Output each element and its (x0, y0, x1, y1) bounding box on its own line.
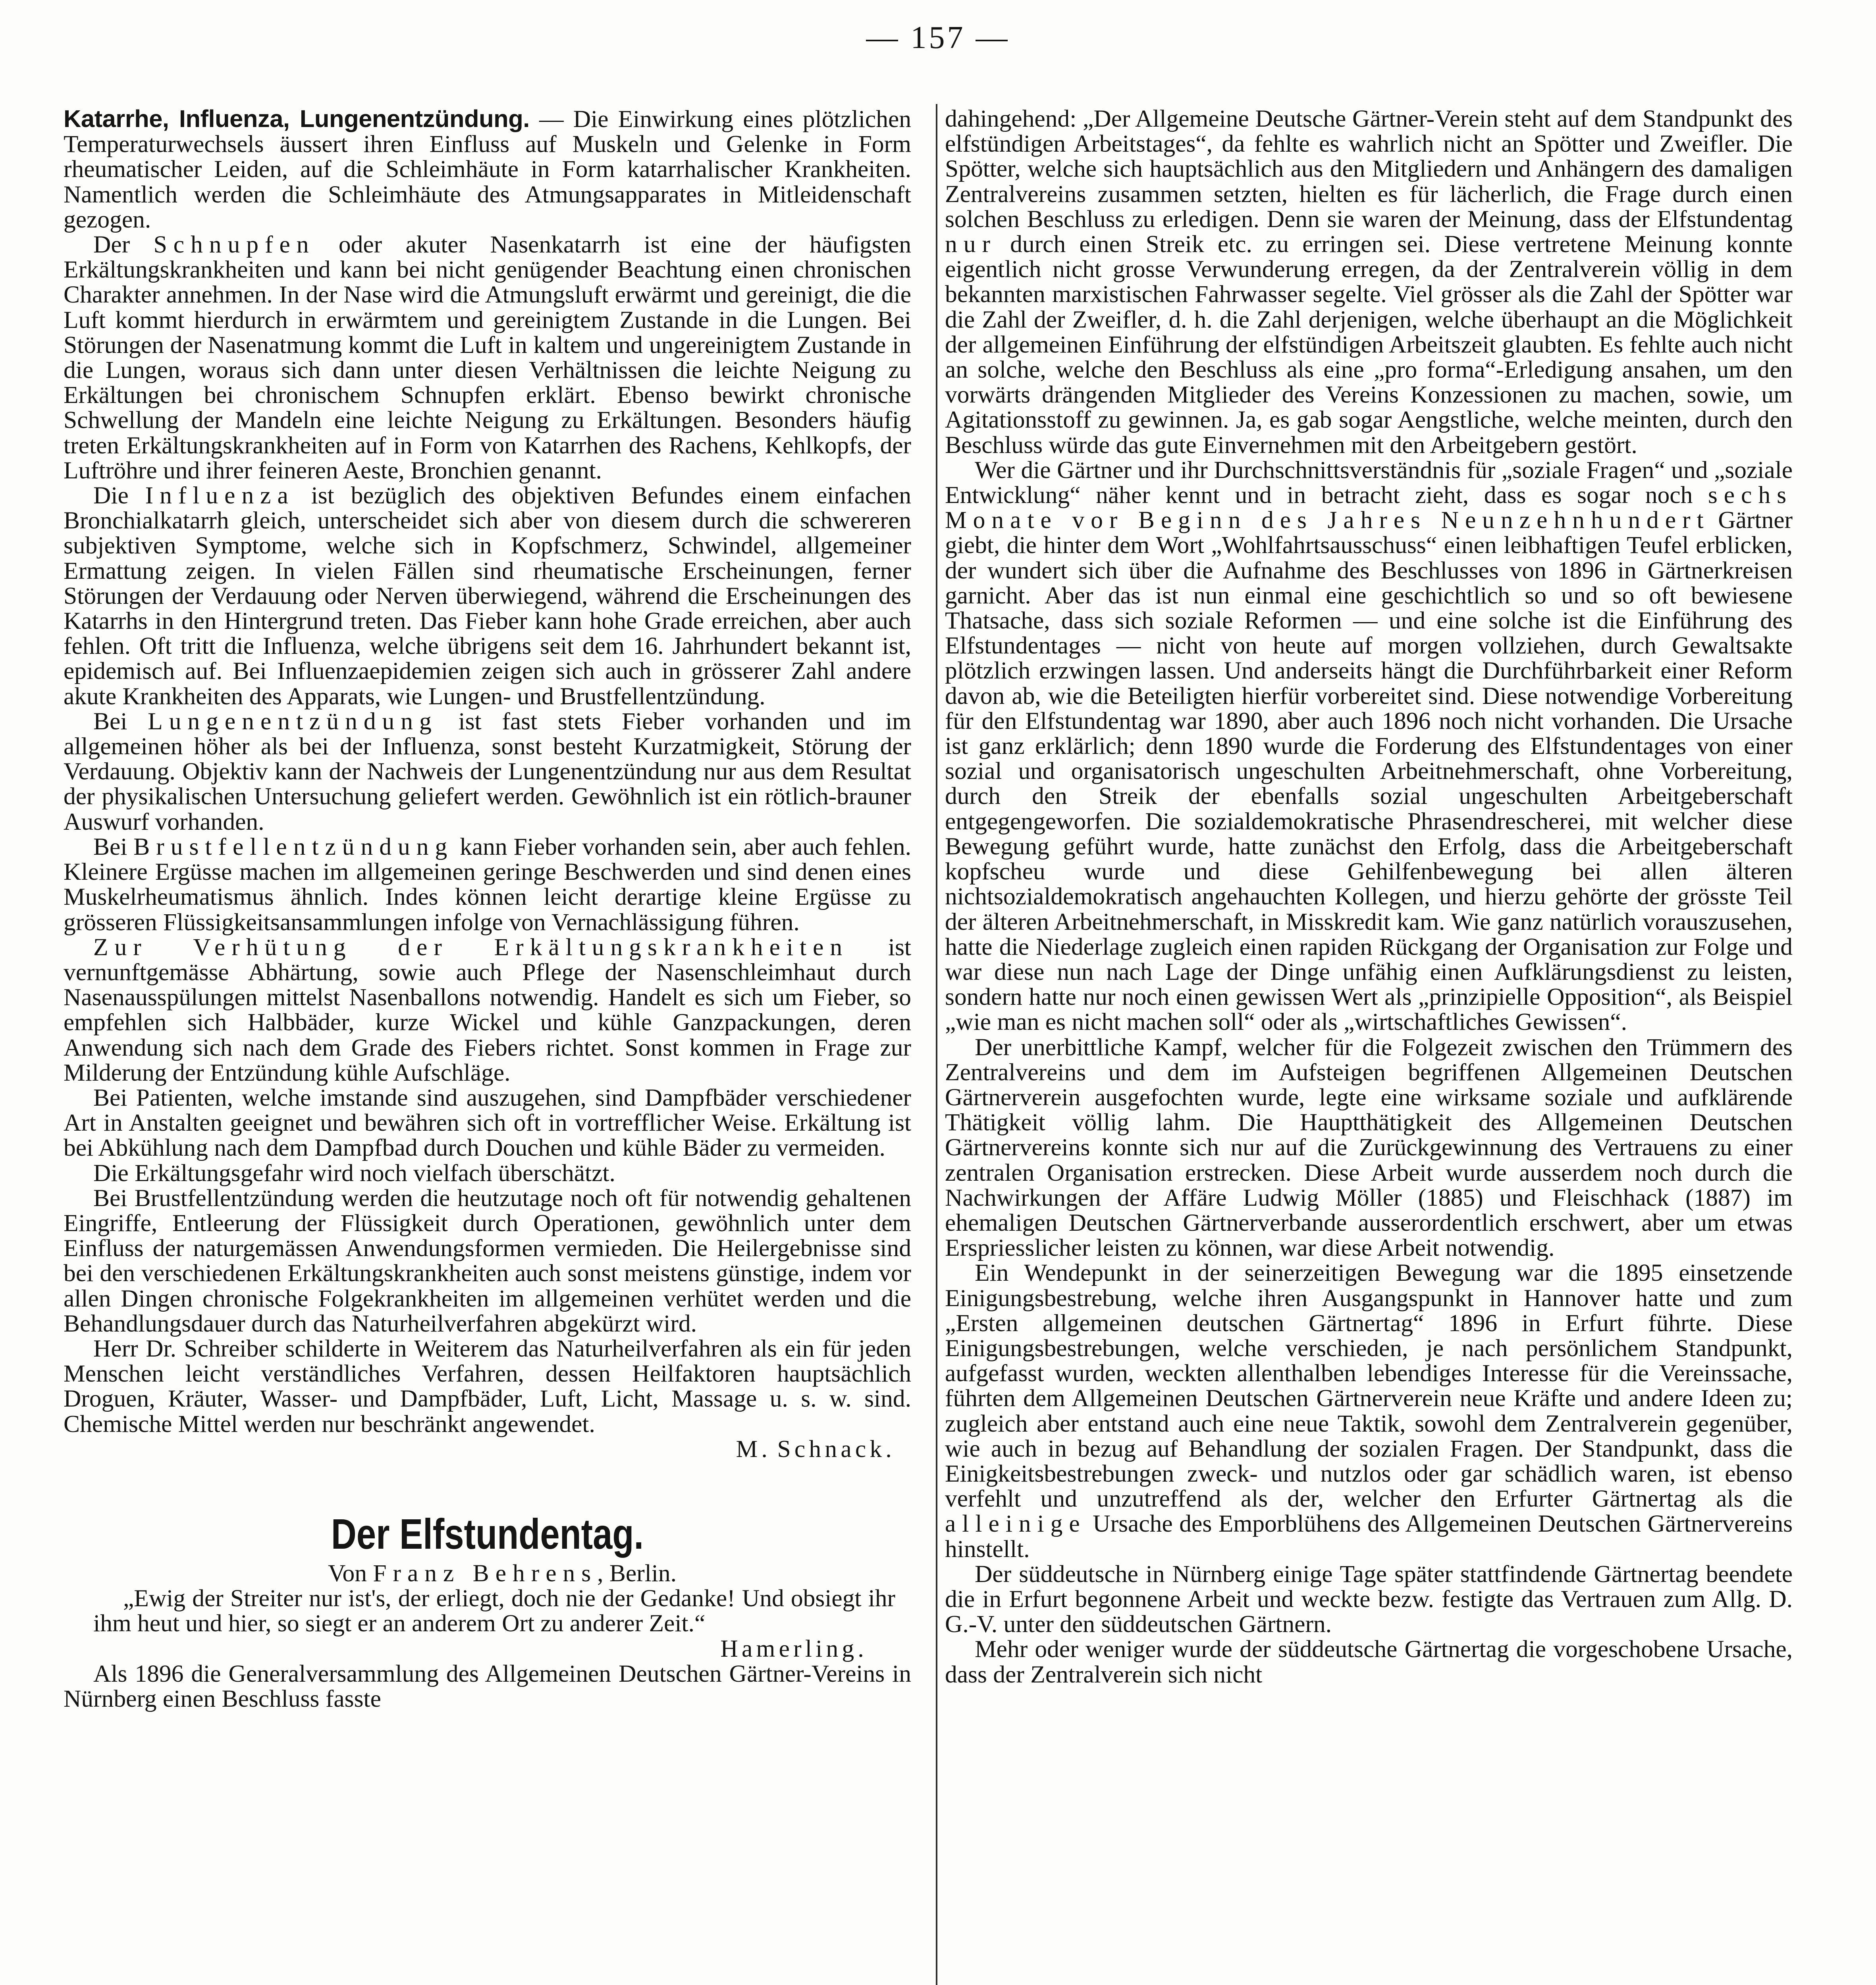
paragraph-text: kann Fieber vorhanden sein, aber auch fehlen. Kleinere Ergüsse machen im allgemeinen geringe Beschwerden und sind denen eines Muskelrheumatismus ähnlich. Indes können leicht derartige kleine Ergüsse zu grösseren Flüssigkeitsansammlungen infolge von Vernachlässigung führen. (64, 833, 911, 936)
paragraph-text: durch einen Streik etc. zu erringen sei. Diese vertretene Meinung konnte eigentlich nicht grosse Verwunderung erregen, da der Zentralverein völlig in dem bekannten marxistischen Fahrwasser segelte. Viel grösser als die Zahl der Spötter war die Zahl der Zweifler, d. h. die Zahl derjenigen, welche überhaupt an die Möglichkeit der allgemeinen Einführung der elfstündigen Arbeitszeit glaubten. Es fehlte auch nicht an solche, welche den Beschluss als eine „pro forma“-Erledigung ansahen, um den vorwärts drängenden Mitglieder des Vereins Konzessionen zu machen, sowie, um Agitationsstoff zu gewinnen. Ja, es gab sogar Aengstliche, welche meinten, durch den Beschluss würde das gute Einvernehmen mit den Arbeitgebern gestört. (945, 231, 1793, 459)
paragraph-text: oder akuter Nasenkatarrh ist eine der häufigsten Erkältungskrankheiten und kann bei nicht genügender Beachtung einen chronischen Charakter annehmen. In der Nase wird die Atmungsluft erwärmt und gereinigt, die die Luft kommt hierdurch in erwärmtem und gereinigtem Zustande in die Lungen. Bei Störungen der Nasenatmung kommt die Luft in kaltem und ungereinigtem Zustande in die Lungen, woraus sich dann unter diesen Verhältnissen die leichte Neigung zu Erkältungen bei chronischem Schnupfen erklärt. Ebenso bewirkt chronische Schwellung der Mandeln eine leichte Neigung zu Erkältungen. Besonders häufig treten Erkältungskrankheiten auf in Form von Katarrhen des Rachens, Kehlkopfs, der Luftröhre und ihrer feineren Aeste, Bronchien genannt. (64, 231, 912, 484)
paragraph-katarrh-intro (64, 106, 911, 232)
paragraph-text: — Die Einwirkung eines plötzlichen Temperaturwechsels äussert ihren Einfluss auf Muskeln und Gelenke in Form rheumatischer Leiden, auf die Schleimhäute in Form katarrhalischer Krankheiten. Namentlich werden die Schleimhäute des Atmungsapparates in Mitleidenschaft gezogen. (64, 106, 912, 233)
byline-von: Von (328, 1559, 367, 1587)
paragraph-text: Gärtner giebt, die hinter dem Wort „Wohlfahrtsausschuss“ einen leibhaftigen Teufel erblicken, der wundert sich über die Aufnahme des Beschlusses von 1896 in Gärtnerkreisen garnicht. Aber das ist nun einmal eine geschichtlich so und so oft bewiesene Thatsache, dass sich soziale Reformen — und eine solche ist die Einführung des Elfstundentages — nicht von heute auf morgen vollziehen, durch Gewaltsakte plötzlich erzwingen lassen. Und anderseits hängt die Durchführbarkeit einer Reform davon ab, wie die Beteiligten hierfür vorbereitet sind. Diese notwendige Vorbereitung für den Elfstundentag war 1890, aber auch 1896 noch nicht vorhanden. Die Ursache ist ganz erklärlich; denn 1890 wurde die Forderung des Elfstundentages von einer sozial und organisatorisch ungeschulten Arbeitnehmerschaft, ohne Vorbereitung, durch den Streik der ebenfalls sozial ungeschulten Arbeitgeberschaft entgegengeworfen. Die sozialdemokratische Phrasendrescherei, mit welcher diese Bewegung geführt wurde, hatte zunächst den Erfolg, dass die Arbeitgeberschaft kopfscheu wurde und diese Gehilfenbewegung bei allen älteren nichtsozialdemokratisch angehauchten Kollegen, und hierzu gehörte der grösste Teil der älteren Arbeitnehmerschaft, in Misskredit kam. Wie ganz natürlich vorauszusehen, hatte die Niederlage zugleich einen rapiden Rückgang der Organisation zur Folge und war diese nun nach Lage der Dinge unfähig einen Aufklärungsdienst zu leisten, sondern hatte nur noch einen gewissen Wert als „prinzipielle Opposition“, als Beispiel „wie man es nicht machen soll“ oder als „wirtschaftliches Gewissen“. (945, 507, 1793, 1036)
paragraph-mehr-oder-weniger: Mehr oder weniger wurde der süddeutsche Gärtnertag die vorgeschobene Ursache, dass der Zentralverein sich nicht (945, 1636, 1793, 1688)
lead-word: Die (93, 482, 129, 509)
paragraph-text: ist fast stets Fieber vorhanden und im allgemeinen höher als bei der Influenza, sonst besteht Kurzatmigkeit, Störung der Verdauung. Objektiv kann der Nachweis der Lungenentzündung nur aus dem Resultat der physikalischen Untersuchung geliefert werden. Gewöhnlich ist ein rötlich-brauner Auswurf vorhanden. (64, 707, 911, 835)
section-heading-katarrhe: Katarrhe, Influenza, Lungenentzündung. (64, 105, 530, 133)
paragraph-schnupfen (64, 232, 911, 483)
column-divider (936, 104, 937, 1985)
term-brustfellentzuendung: Brustfellentzündung (133, 833, 454, 860)
paragraph-patienten: Bei Patienten, welche imstande sind auszugehen, sind Dampfbäder verschiedener Art in Anstalten geeignet und bewähren sich oft in vortrefflicher Weise. Erkältung ist bei Abkühlung nach dem Dampfbad durch Douchen und kühle Bäder zu vermeiden. (64, 1084, 911, 1162)
signature-name: Schnack. (777, 1435, 895, 1463)
paragraph-continuation (945, 106, 1793, 458)
term-lungenentzuendung: Lungenentzündung (148, 707, 438, 735)
signature-initial: M. (736, 1435, 771, 1463)
byline-place: , Berlin. (597, 1559, 677, 1587)
lead-word: Bei (93, 833, 127, 860)
term-influenza: Influenza (145, 482, 295, 509)
paragraph-sueddeutsch: Der süddeutsche in Nürnberg einige Tage später stattfindende Gärtnertag beendete die in Erfurt begonnene Arbeit und weckte bezw. festigte das Vertrauen zum Allg. D. G.-V. unter den süddeutschen Gärtnern. (945, 1560, 1793, 1638)
lead-word: Der (93, 231, 130, 258)
paragraph-wer-die-gaertner (945, 458, 1793, 1035)
paragraph-wendepunkt (945, 1260, 1793, 1561)
paragraph-kampf: Der unerbittliche Kampf, welcher für die Folgezeit zwischen den Trümmern des Zentralvereins und dem im Aufsteigen begriffenen Allgemeinen Deutschen Gärtnerverein ausgefochten wurde, legte eine wirksame soziale und aufklärende Thätigkeit völlig lahm. Die Hauptthätigkeit des Allgemeinen Deutschen Gärtnervereins konnte sich nur auf die Zurückgewinnung des Vertrauens zu einer zentralen Organisation erstrecken. Diese Arbeit wurde ausserdem noch durch die Nachwirkungen der Affäre Ludwig Möller (1885) und Fleischhack (1887) im ehemaligen Deutschen Gärtnerverbande ausserordentlich erschwert, aber um etwas Erspriesslicher leisten zu können, war diese Arbeit notwendig. (945, 1033, 1793, 1262)
motto-author-name: Hamerling. (720, 1635, 868, 1662)
paragraph-schreiber: Herr Dr. Schreiber schilderte in Weiterem das Naturheilverfahren als ein für jeden Menschen leicht verständliches Verfahren, dessen Heilfaktoren hauptsächlich Droguen, Kräuter, Wasser- und Dampfbäder, Luft, Licht, Massage u. s. w. sind. Chemische Mittel werden nur beschränkt angewendet. (64, 1335, 911, 1438)
paragraph-lungenentzuendung (64, 709, 911, 834)
term-verhuetung: Zur Verhütung der Erkältungskrankheiten (93, 933, 849, 961)
term-schnupfen: Schnupfen (153, 231, 315, 258)
motto-quote: „Ewig der Streiter nur ist's, der erliegt, doch nie der Gedanke! Und obsiegt ihr ihm heut und hier, so siegt er an anderem Ort zu anderer Zeit.“ (93, 1585, 895, 1637)
lead-word: Bei (93, 707, 127, 735)
paragraph-erkaeltungsgefahr: Die Erkältungsgefahr wird noch vielfach überschätzt. (93, 1159, 615, 1187)
article-byline (64, 1561, 911, 1586)
emphasis-alleinige: alleinige (945, 1510, 1086, 1538)
emphasis-nur: nur (945, 231, 997, 258)
paragraph-brustfellentzuendung (64, 834, 911, 935)
paragraph-text: dahingehend: „Der Allgemeine Deutsche Gärtner-Verein steht auf dem Standpunkt des elfstündigen Arbeitstages“, da fehlte es wahrlich nicht an Spötter und Zweifler. Die Spötter, welche sich hauptsächlich aus den Mitgliedern und Anhängern des damaligen Zentralvereins zusammen setzten, hielten es für lächerlich, die Frage durch einen solchen Beschluss zu erledigen. Denn sie waren der Meinung, dass der Elfstundentag (945, 105, 1793, 233)
page-number: — 157 — (866, 20, 1010, 55)
paragraph-text: ist vernunftgemässe Abhärtung, sowie auch Pflege der Nasenschleimhaut durch Nasenausspülungen mittelst Nasenballons notwendig. Handelt es sich um Fieber, so empfehlen sich Halbbäder, kurze Wickel und kühle Ganzpackungen, deren Anwendung sich nach dem Grade des Fiebers richtet. Sonst kommen in Frage zur Milderung der Entzündung kühle Aufschläge. (64, 933, 911, 1086)
article-title: Der Elfstundentag. (331, 1509, 644, 1558)
paragraph-text: Ursache des Emporblühens des Allgemeinen Deutschen Gärtnervereins hinstellt. (945, 1510, 1793, 1563)
left-column (64, 106, 911, 1711)
motto-author (64, 1636, 911, 1661)
emphasis-sechs-monate: sechs Monate vor Beginn des Jahres Neunzehnhundert (945, 482, 1793, 534)
paragraph-influenza (64, 483, 911, 709)
right-column (945, 106, 1793, 1687)
paragraph-text: Ein Wendepunkt in der seinerzeitigen Bewegung war die 1895 einsetzende Einigungsbestrebung, welche ihren Ausgangspunkt in Hannover hatte und zum „Ersten allgemeinen deutschen Gärtnertag“ 1896 in Erfurt führte. Diese Einigungsbestrebungen, welche verschieden, je nach persönlichem Standpunkt, aufgefasst wurden, weckten allenthalben lebendiges Interesse für die Vereinssache, führten dem Allgemeinen Deutschen Gärtnerverein neue Kräfte und andere Ideen zu; zugleich aber entstand auch eine neue Taktik, sowohl dem Zentralverein gegenüber, wie auch in bezug auf Behandlung der sozialen Fragen. Der Standpunkt, dass die Einigkeitsbestrebungen zweck- und nutzlos oder gar schädlich waren, ist ebenso verfehlt und unzutreffend als der, welcher den Erfurter Gärtnertag als die (945, 1259, 1793, 1513)
paragraph-article-start: Als 1896 die Generalversammlung des Allgemeinen Deutschen Gärtner-Vereins in Nürnberg einen Beschluss fasste (64, 1660, 911, 1712)
paragraph-verhuetung (64, 935, 911, 1085)
paragraph-eingriffe: Bei Brustfellentzündung werden die heutzutage noch oft für notwendig gehaltenen Eingriffe, Entleerung der Flüssigkeit durch Operationen, gewöhnlich unter dem Einfluss der naturgemässen Anwendungsformen vermieden. Die Heilergebnisse sind bei den verschiedenen Erkältungskrankheiten auch sonst meistens günstige, indem vor allen Dingen chronische Folgekrankheiten im allgemeinen verhütet werden und die Behandlungsdauer durch das Naturheilverfahren abgekürzt wird. (64, 1184, 911, 1337)
paragraph-text: ist bezüglich des objektiven Befundes einem einfachen Bronchialkatarrh gleich, unterscheidet sich aber von diesem durch die schwereren subjektiven Symptome, welche sich in Kopfschmerz, Schwindel, allgemeiner Ermattung zeigen. In vielen Fällen sind rheumatische Erscheinungen, ferner Störungen der Verdauung oder Nerven überwiegend, während die Erscheinungen des Katarrhs in den Hintergrund treten. Das Fieber kann hohe Grade erreichen, aber auch fehlen. Oft tritt die Influenza, welche übrigens seit dem 16. Jahrhundert bekannt ist, epidemisch auf. Bei Influenzaepidemien zeigen sich auch in grösserer Zahl andere akute Krankheiten des Apparats, wie Lungen- und Brustfellentzündung. (64, 482, 912, 710)
paragraph-text: Wer die Gärtner und ihr Durchschnittsverständnis für „soziale Fragen“ und „soziale Entwicklung“ näher kennt und in betracht zieht, dass es sogar noch (945, 456, 1793, 509)
byline-author: Franz Behrens (373, 1559, 598, 1587)
author-signature (64, 1437, 911, 1462)
